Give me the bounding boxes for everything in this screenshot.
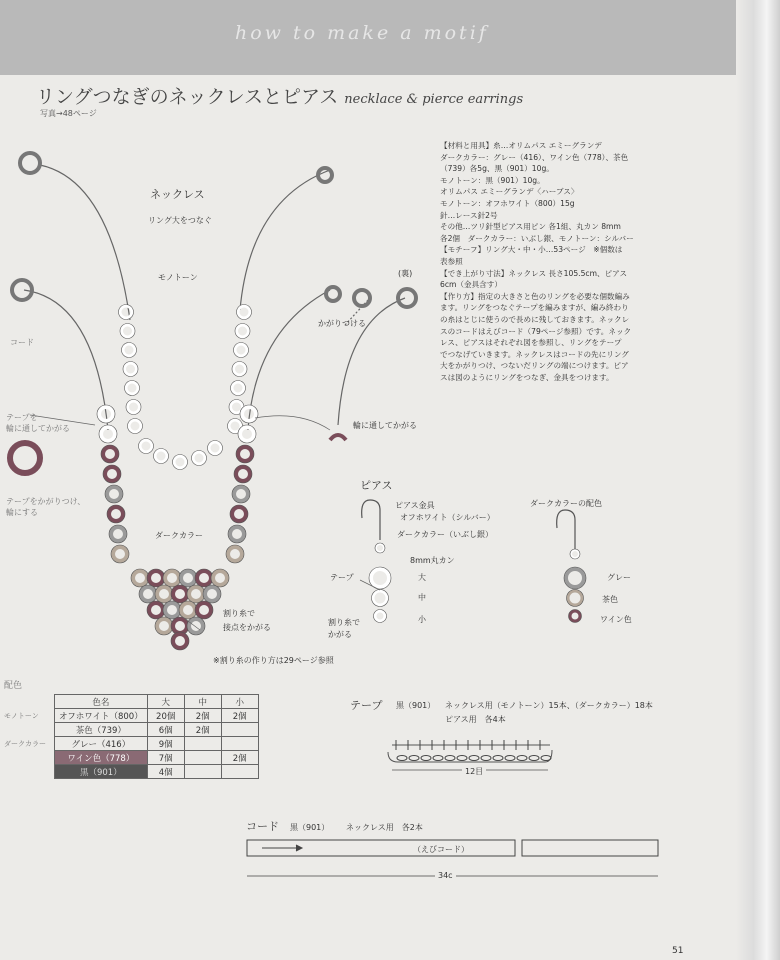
table-cell: 黒（901） <box>55 765 148 779</box>
label-tape2-1: テープをかがりつけ、 <box>6 497 86 506</box>
title-english: necklace & pierce earrings <box>344 92 524 107</box>
label-monotone: モノトーン <box>158 273 198 282</box>
ring <box>240 427 254 441</box>
label-darkcolor: ダークカラー <box>155 531 203 540</box>
necklace-rings <box>97 305 258 651</box>
cord-color: 黒（901） <box>290 823 330 832</box>
table-cell: 2個 <box>184 709 221 723</box>
chain-stitch <box>493 756 503 761</box>
table-header: 中 <box>184 695 221 709</box>
ring <box>209 442 221 454</box>
materials-line: モノトーン：黒（901）10g。 <box>440 175 545 185</box>
label-tape-2: 輪に通してかがる <box>6 424 70 433</box>
ring <box>568 591 582 605</box>
tape-heading: テープ <box>350 699 383 712</box>
cord-use: ネックレス用 各2本 <box>346 823 423 832</box>
dark-heading: ダークカラーの配色 <box>530 499 602 508</box>
table-cell <box>184 765 221 779</box>
table-row <box>0 709 258 723</box>
materials-line: その他…ツリ針型ピアス用ピン 各1組、丸カン 8mm <box>440 222 621 232</box>
ring <box>205 587 219 601</box>
materials-line: 【材料と用具】糸…オリムパス エミーグランデ <box>440 141 602 150</box>
ring <box>165 571 179 585</box>
table-row <box>0 765 258 779</box>
cord-end-ring <box>318 168 332 182</box>
table-cell <box>221 765 258 779</box>
table-cell: 9個 <box>147 737 184 751</box>
chain-stitch <box>517 756 527 761</box>
ring <box>193 452 205 464</box>
detail-loop <box>330 435 346 440</box>
table-cell <box>221 723 258 737</box>
label-fitting: ピアス金具 <box>395 501 435 510</box>
table-header: 小 <box>221 695 258 709</box>
ring <box>128 401 140 413</box>
cord-end-ring <box>12 280 32 300</box>
tape-color: 黒（901） <box>396 701 436 710</box>
cord-right-inner <box>240 170 330 310</box>
table-row <box>0 723 258 737</box>
ring <box>140 440 152 452</box>
ring <box>173 634 187 648</box>
table-cell: 4個 <box>147 765 184 779</box>
label-brown: 茶色 <box>602 595 618 604</box>
ring <box>197 603 211 617</box>
materials-line: ます。リングをつなぐテープを編みますが、編み終わり <box>440 303 629 313</box>
header-band-text: how to make a motif <box>235 22 489 44</box>
materials-line: スのコードはえびコード（79ページ参照）です。ネック <box>440 326 632 336</box>
materials-line: ダークカラー：グレー（416）、ワイン色（778）、茶色 <box>440 152 629 162</box>
chain-stitch <box>397 756 407 761</box>
ring <box>181 603 195 617</box>
label-ring-join: リング大をつなぐ <box>148 216 212 225</box>
ring <box>238 306 250 318</box>
group-mono: モノトーン <box>0 709 55 723</box>
ring <box>173 619 187 633</box>
table-cell <box>184 737 221 751</box>
materials-line: 【作り方】指定の大きさと色のリングを必要な個数編み <box>440 291 630 301</box>
necklace-heading: ネックレス <box>150 188 205 201</box>
ring <box>566 569 584 587</box>
table-cell: オフホワイト（800） <box>55 709 148 723</box>
label-hook: かがりつける <box>318 319 366 328</box>
ring <box>141 587 155 601</box>
table-cell <box>184 751 221 765</box>
title-japanese: リングつなぎのネックレスとピアス <box>36 86 339 108</box>
materials-line: 6cm（金具含す） <box>440 280 502 290</box>
cord-right-outer <box>248 290 330 430</box>
ring <box>230 527 244 541</box>
ring <box>173 587 187 601</box>
ring <box>165 603 179 617</box>
materials-line: スは図のようにリングをつなぎ、金具をつけます。 <box>440 372 614 382</box>
materials-line: 大をかがりつけ、つないだリングの端につけます。ピア <box>440 361 629 371</box>
cord-left-inner <box>40 165 130 320</box>
photo-reference: 写真→48ページ <box>40 109 97 118</box>
tape-count: 12目 <box>462 766 486 777</box>
chain-stitch <box>409 756 419 761</box>
materials-text <box>440 140 685 383</box>
ring <box>238 447 252 461</box>
chain-stitch <box>433 756 443 761</box>
ring <box>157 587 171 601</box>
materials-line: の糸はとじに使うので長めに残しておきます。ネックレ <box>440 314 630 324</box>
ring <box>103 447 117 461</box>
chain-stitch <box>541 756 551 761</box>
ring <box>109 507 123 521</box>
label-small: 小 <box>418 615 426 624</box>
ring <box>123 344 135 356</box>
page-number: 51 <box>672 946 684 956</box>
materials-line: 針…レース針2号 <box>440 210 498 220</box>
cord-left-outer <box>24 290 108 430</box>
ring <box>232 507 246 521</box>
ring <box>228 547 242 561</box>
ring <box>125 363 137 375</box>
table-cell: 7個 <box>147 751 184 765</box>
ring <box>157 619 171 633</box>
chain-stitch <box>445 756 455 761</box>
tape-ring-detail <box>10 443 40 473</box>
necklace-note: ※割り糸の作り方は29ページ参照 <box>213 656 334 665</box>
cord-heading: コード <box>246 820 279 833</box>
label-pierce-split-1: 割り糸で <box>328 618 360 627</box>
ring <box>105 467 119 481</box>
table-header: 色名 <box>55 695 148 709</box>
table-cell: ワイン色（778） <box>55 751 148 765</box>
color-table <box>0 694 259 779</box>
materials-line: 各2個 ダークカラー：いぶし銀、モノトーン：シルバー <box>440 233 634 243</box>
label-loop: 輪に通してかがる <box>353 421 417 430</box>
label-split-2: 接点をかがる <box>223 623 271 632</box>
detail-ring <box>354 290 370 306</box>
table-cell: 2個 <box>184 723 221 737</box>
label-split-1: 割り糸で <box>223 609 255 618</box>
table-cell: 20個 <box>147 709 184 723</box>
label-gray: グレー <box>607 573 631 582</box>
ring <box>129 420 141 432</box>
pierce-heading: ピアス <box>360 479 393 492</box>
detail-ring <box>398 289 416 307</box>
materials-line: モノトーン：オフホワイト（800）15g <box>440 198 575 208</box>
chain-stitch <box>529 756 539 761</box>
ring <box>235 344 247 356</box>
ring <box>155 450 167 462</box>
materials-line: でつなげていきます。ネックレスはコードの先にリング <box>440 349 629 359</box>
ring <box>111 527 125 541</box>
page-gutter <box>736 0 780 960</box>
cord-end-ring <box>20 153 40 173</box>
cord-end-ring <box>326 287 340 301</box>
ring <box>189 587 203 601</box>
label-pierce-tape: テープ <box>330 573 354 582</box>
ring <box>571 550 579 558</box>
ring <box>232 382 244 394</box>
ring <box>237 325 249 337</box>
ring <box>189 619 203 633</box>
table-cell <box>221 737 258 751</box>
earring-hook <box>362 500 380 540</box>
materials-line: レス、ピアスはそれぞれ図を参照し、リングをテープ <box>440 338 622 348</box>
table-cell: 2個 <box>221 709 258 723</box>
tape-line-1: ネックレス用（モノトーン）15本、（ダークカラー）18本 <box>445 701 653 710</box>
materials-line: 【モチーフ】リング大・中・小…53ページ ※個数は <box>440 245 623 255</box>
label-large: 大 <box>418 573 426 582</box>
ring <box>373 591 387 605</box>
table-row <box>0 751 258 765</box>
ring <box>197 571 211 585</box>
chain-stitch <box>457 756 467 761</box>
ring <box>376 544 384 552</box>
ring <box>113 547 127 561</box>
table-side-label: 配色 <box>4 681 23 691</box>
ring <box>213 571 227 585</box>
ring <box>122 325 134 337</box>
label-medium: 中 <box>418 593 426 602</box>
table-cell: グレー（416） <box>55 737 148 751</box>
ring <box>375 611 385 621</box>
ring <box>236 467 250 481</box>
label-tape2-2: 輪にする <box>6 508 38 517</box>
ring <box>234 487 248 501</box>
table-cell: 2個 <box>221 751 258 765</box>
ring <box>107 487 121 501</box>
label-dark-fitting: ダークカラー（いぶし銀） <box>397 530 493 539</box>
label-offwhite: オフホワイト（シルバー） <box>400 513 495 522</box>
materials-line: 【でき上がり寸法】ネックレス 長さ105.5cm、ピアス <box>440 268 628 278</box>
tape-line-2: ピアス用 各4本 <box>445 715 506 724</box>
cord-inner: （えびコード） <box>413 845 469 854</box>
chain-stitch <box>481 756 491 761</box>
chain-stitch <box>505 756 515 761</box>
ring <box>234 363 246 375</box>
ring <box>181 571 195 585</box>
table-cell: 6個 <box>147 723 184 737</box>
label-wine: ワイン色 <box>600 615 632 624</box>
ring <box>133 571 147 585</box>
table-row <box>0 737 258 751</box>
cord-length: 34c <box>435 871 456 880</box>
materials-line: オリムパス エミーグランデ〈ハーブス〉 <box>440 187 579 197</box>
label-pierce-split-2: かがる <box>328 630 352 639</box>
label-jump-ring: 8mm丸カン <box>410 556 455 565</box>
ring <box>126 382 138 394</box>
materials-line: 表参照 <box>440 256 463 266</box>
ring <box>174 456 186 468</box>
ring <box>120 306 132 318</box>
label-tape-1: テープを <box>6 413 38 422</box>
ring <box>149 603 163 617</box>
table-header-row <box>0 695 258 709</box>
table-cell: 茶色（739） <box>55 723 148 737</box>
ring <box>570 611 580 621</box>
chain-stitch <box>421 756 431 761</box>
ring <box>371 569 389 587</box>
earring-hook <box>557 510 575 550</box>
label-cord: コード <box>10 338 34 347</box>
chain-stitch <box>469 756 479 761</box>
group-dark: ダークカラー <box>0 737 55 751</box>
materials-line: （739）各5g、黒（901）10g。 <box>440 164 554 174</box>
table-header: 大 <box>147 695 184 709</box>
ring <box>149 571 163 585</box>
label-back: (裏) <box>398 269 413 278</box>
